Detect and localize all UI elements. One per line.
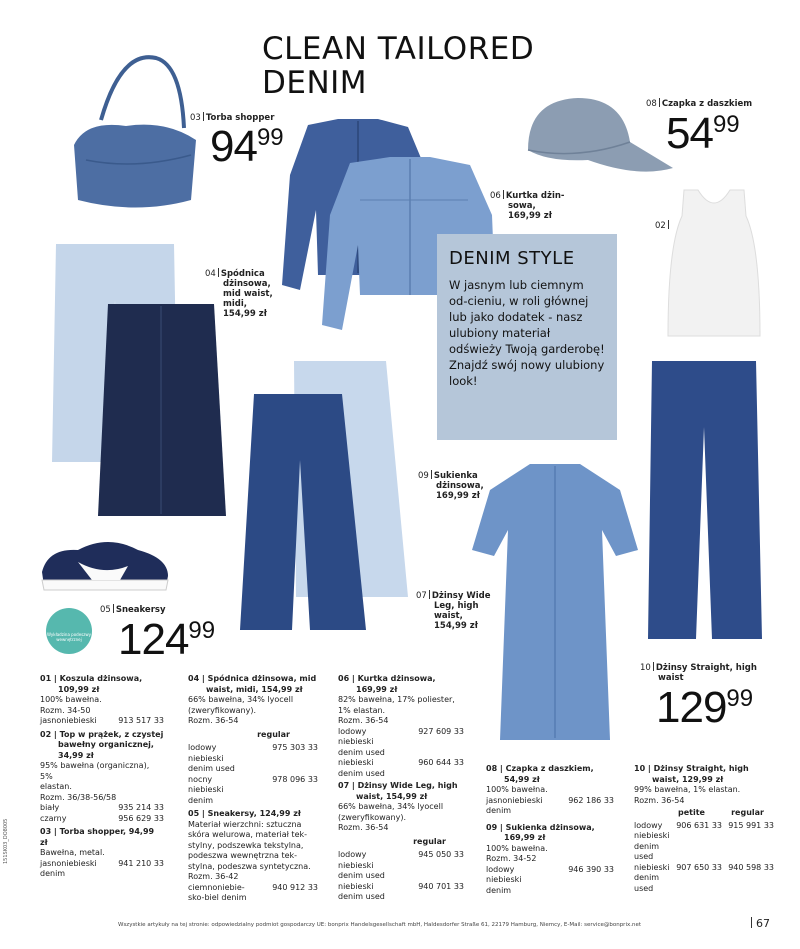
page-title: CLEAN TAILORED DENIM xyxy=(262,31,535,101)
details-column-1: 01 | Koszula dżinsowa, 109,99 zł 100% bawełna. Rozm. 34-50 jasnoniebieski 913 517 33 02 | Top w prążek, z czystej bawełny organicznej, 34,99 zł 95% bawełna (organiczna), 5% elastan. Rozm. 36/38-56/58 biały 935 214 33 czarny 956 629 33 03 | Torba shopper, 94,99 zł Bawełna, metal. jasnoniebieski denim 941 210 33 xyxy=(40,674,164,878)
bag-price: 9499 xyxy=(210,122,284,171)
denim-style-box xyxy=(437,234,617,440)
side-code: 151SK03_DO8005 xyxy=(3,818,9,864)
denim-style-heading: DENIM STYLE xyxy=(449,248,575,269)
footer-legal-text: Wszystkie artykuły na tej stronie: odpowiedzialny podmiot gospodarczy UE: bonprix Handelsgesellschaft mbH, Haldesdorfer Straße 61, 22179 Hamburg, Niemcy, E-Mail: service@bonprix.net xyxy=(118,922,641,928)
top-label: 02 xyxy=(655,220,671,231)
wide-leg-jeans-image[interactable] xyxy=(238,390,368,635)
shopper-bag-image[interactable] xyxy=(66,50,206,220)
cap-price: 5499 xyxy=(666,109,740,158)
details-column-3: 06 | Kurtka dżinsowa, 169,99 zł 82% bawełna, 17% poliester, 1% elastan. Rozm. 36-54 lodowy niebieski denim used 927 609 33 niebieski denim used 960 644 33 07 | Dżinsy Wide Leg, high waist, 154,99 zł 66% bawełna, 34% lyocell (zweryfikowany). Rozm. 36-54 regular lodowy niebieski denim used 945 050 33 niebieski denim used 940 701 33 xyxy=(338,674,464,901)
skirt-label: 04 Spódnica dżinsowa, mid waist, midi, 154,99 zł xyxy=(205,269,273,319)
insole-badge: Wykładzina podeszwy wewnętrznej xyxy=(46,608,92,654)
page-number: 67 xyxy=(751,917,770,930)
wideleg-label: 07 Dżinsy Wide Leg, high waist, 154,99 zł xyxy=(416,591,491,631)
jacket-label: 06 Kurtka dżin- sowa, 169,99 zł xyxy=(490,191,565,221)
sneakers-price: 12499 xyxy=(118,615,216,664)
straight-jeans-image[interactable] xyxy=(646,357,764,642)
dark-denim-skirt-image[interactable] xyxy=(96,300,228,520)
details-column-4: 08 | Czapka z daszkiem, 54,99 zł 100% bawełna. jasnoniebieski denim 962 186 33 09 | Sukienka dżinsowa, 169,99 zł 100% bawełna. Rozm. 34-52 lodowy niebieski denim 946 390 33 xyxy=(486,764,614,895)
straight-label: 10 Dżinsy Straight, high waist xyxy=(640,663,757,683)
sneakers-image[interactable] xyxy=(38,532,173,594)
cap-label: 08 Czapka z daszkiem xyxy=(646,99,753,109)
sneakers-label: 05 Sneakersy xyxy=(100,605,166,615)
denim-dress-image[interactable] xyxy=(470,460,640,745)
straight-price: 12999 xyxy=(656,683,754,732)
details-column-5: 10 | Dżinsy Straight, high waist, 129,99 zł 99% bawełna, 1% elastan. Rozm. 36-54 petite regular lodowy niebieski denim used 906 631 33 915 991 33 niebieski denim used 907 650 33 940 598 33 xyxy=(634,764,774,893)
details-column-2: 04 | Spódnica dżinsowa, mid waist, midi, 154,99 zł 66% bawełna, 34% lyocell (zweryfikowany). Rozm. 36-54 regular lodowy niebieski denim used 975 303 33 nocny niebieski denim 978 096 33 05 | Sneakersy, 124,99 zł Materiał wierzchni: sztuczna skóra welurowa, materiał tek- stylny, podszewka tekstylna, podeszwa wewnętrzna tek- stylna, podeszwa syntetyczna. Rozm. 36-42 ciemnoniebie-sko-biel denim 940 912 33 xyxy=(188,674,318,902)
white-tank-top-image[interactable] xyxy=(664,186,764,346)
denim-style-text: W jasnym lub ciemnym od-cieniu, w roli głównej lub jako dodatek - nasz ulubiony materiał odświeży Twoją garderobę! Znajdź swój nowy ulubiony look! xyxy=(449,278,605,388)
bag-label: 03 Torba shopper xyxy=(190,113,275,123)
dress-label: 09 Sukienka dżinsowa, 169,99 zł xyxy=(418,471,484,501)
